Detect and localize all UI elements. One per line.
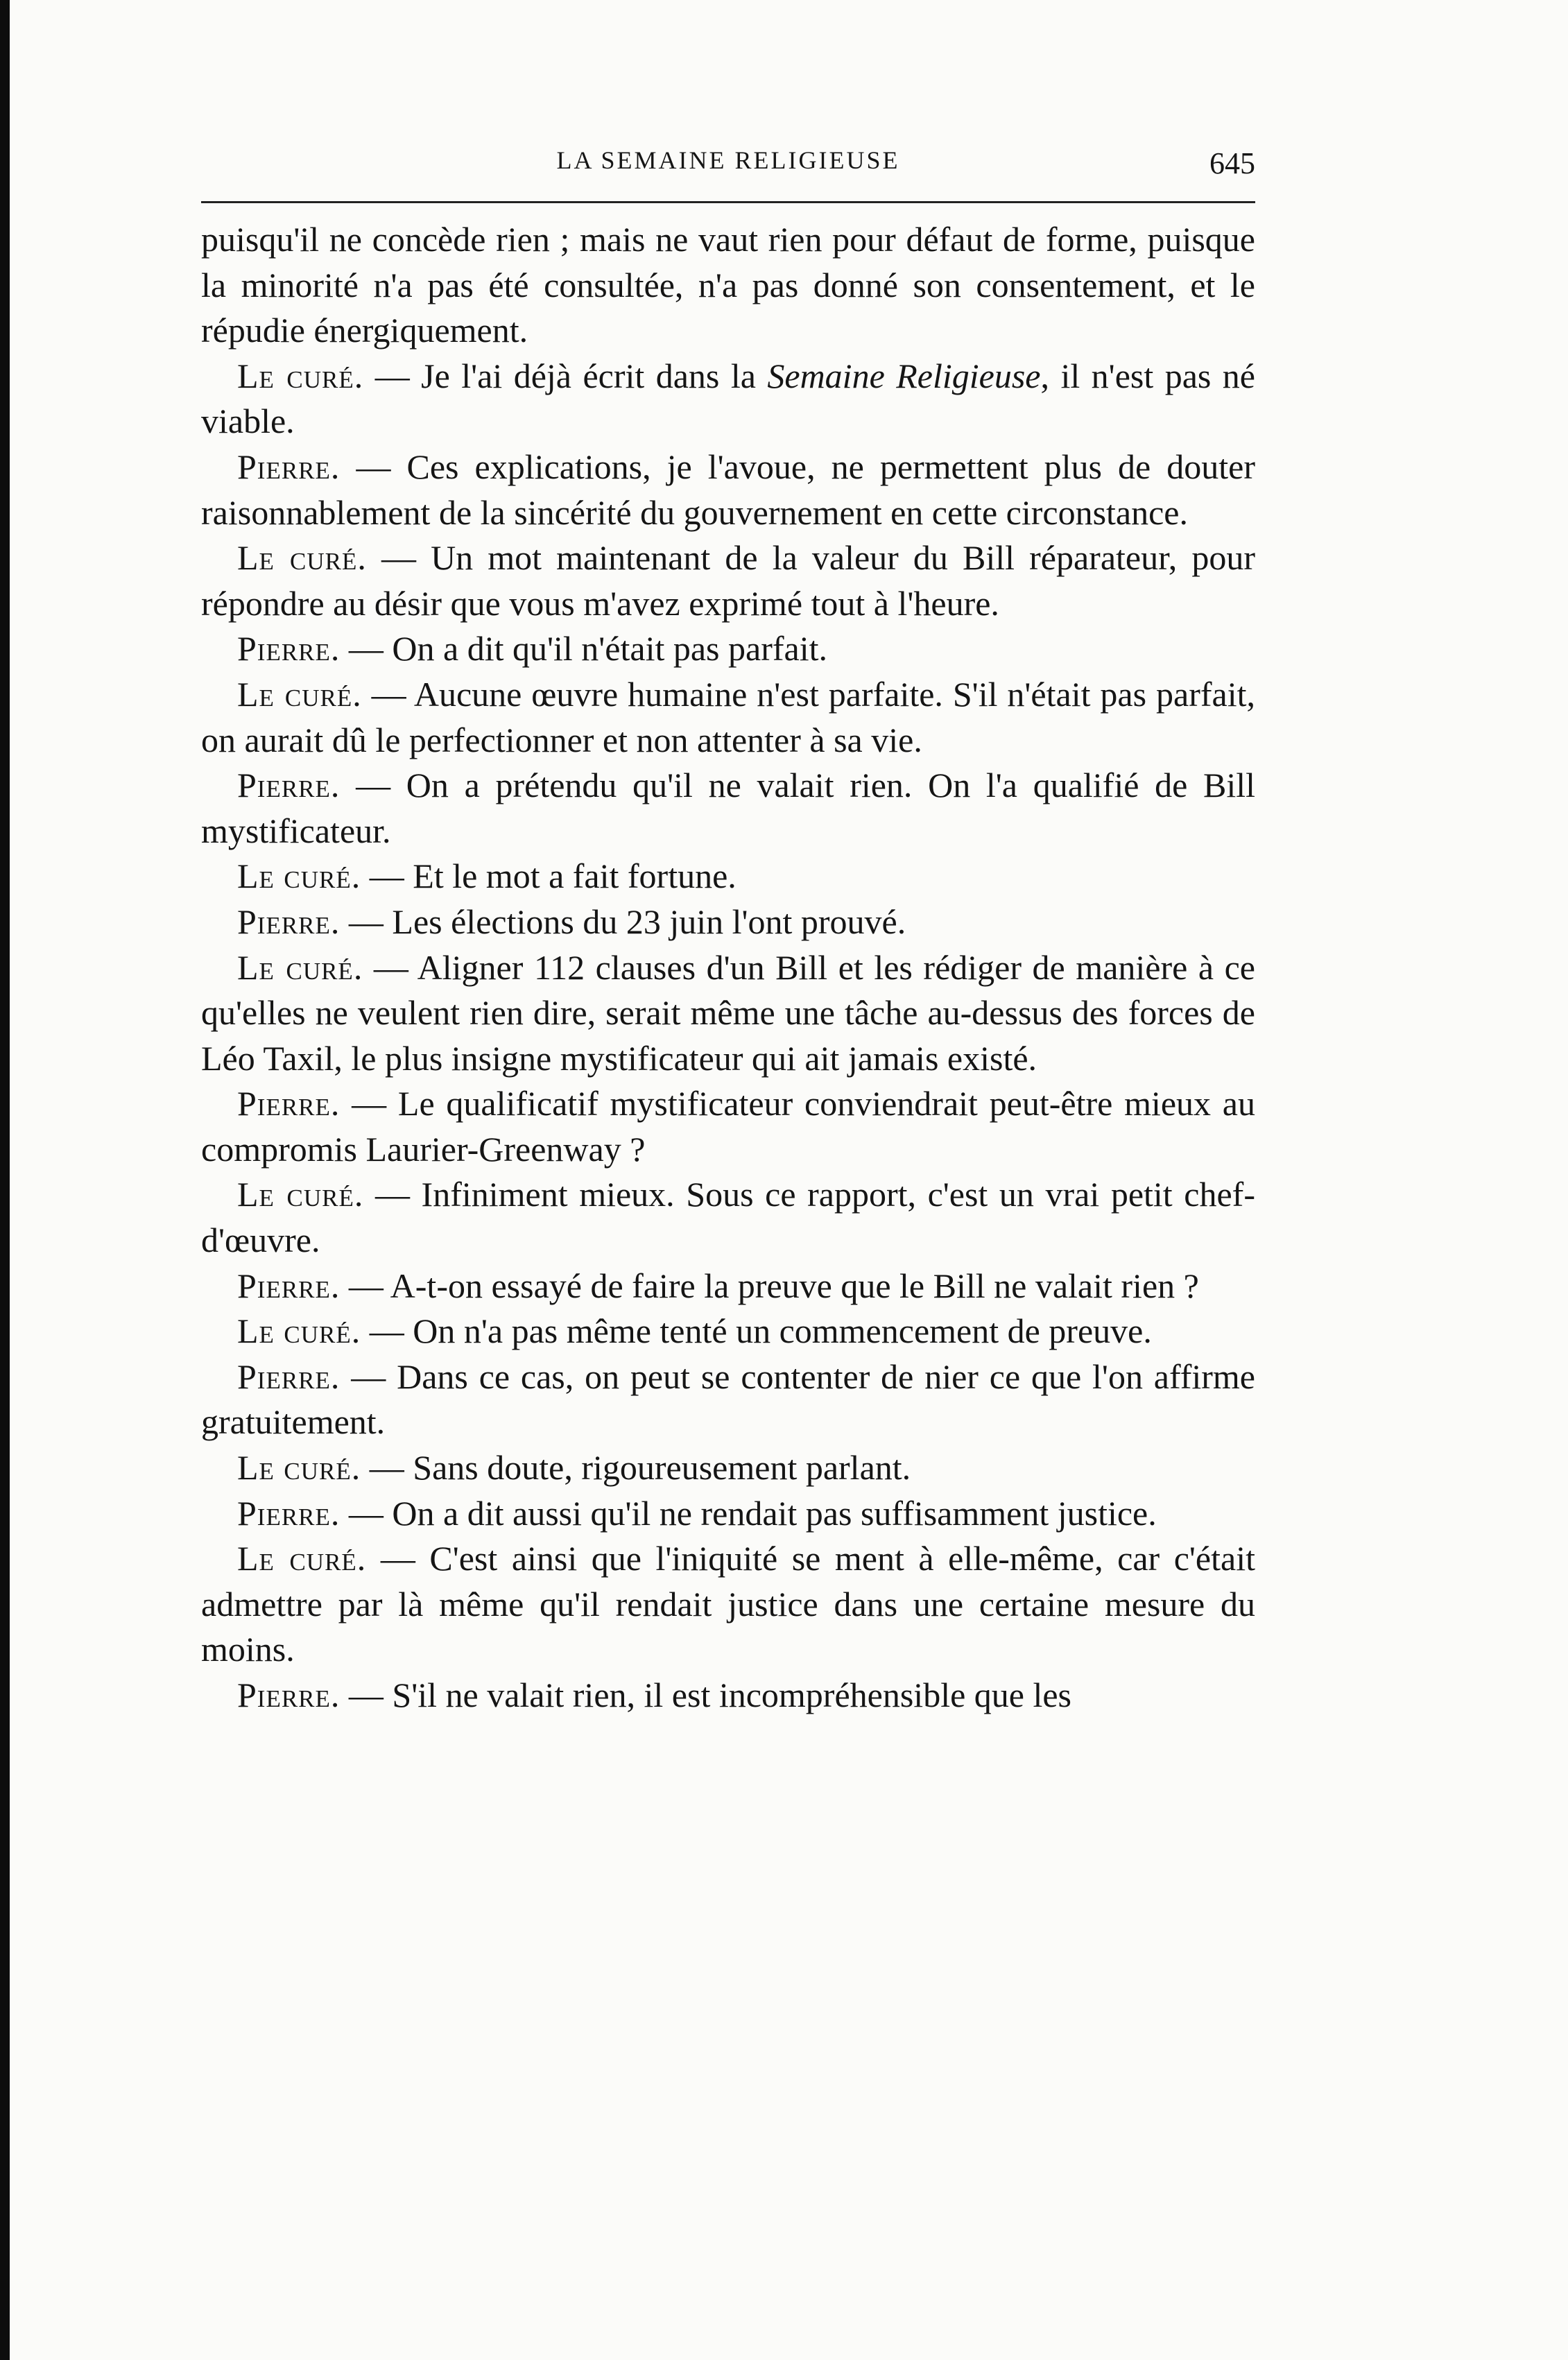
speaker-name: Le curé. [237,1448,361,1488]
paragraph-text: — Un mot maintenant de la valeur du Bill réparateur, pour répondre au désir que vous m'avez exprimé tout à l'heure. [201,538,1255,623]
paragraph-text: — Sans doute, rigoureusement parlant. [361,1448,911,1488]
paragraph-text: — Infiniment mieux. Sous ce rapport, c'est un vrai petit chef-d'œuvre. [201,1175,1255,1260]
italic-title: Semaine Religieuse [767,356,1041,395]
speaker-name: Le curé. [237,856,361,896]
paragraph-text: — Dans ce cas, on peut se contenter de nier ce que l'on affirme gratuitement. [201,1356,1255,1442]
header-rule [201,201,1255,203]
speaker-name: Pierre. [237,902,341,941]
speaker-name: Pierre. [237,1266,341,1305]
speaker-name: Le curé. [237,538,367,578]
speaker-name: Pierre. [237,1493,341,1533]
speaker-name: Pierre. [237,766,341,805]
dialogue-paragraph [201,854,1255,899]
dialogue-paragraph [201,1536,1255,1673]
paragraph-text: — Le qualificatif mystificateur conviendrait peut-être mieux au compromis Laurier-Greenway ? [201,1084,1255,1169]
running-head [201,146,1255,201]
paragraph-text: — Aucune œuvre humaine n'est parfaite. S'il n'était pas parfait, on aurait dû le perfectionner et non attenter à sa vie. [201,674,1255,759]
speaker-name: Pierre. [237,629,341,669]
speaker-name: Le curé. [237,947,363,987]
speaker-name: Pierre. [237,1676,341,1714]
speaker-name: Pierre. [237,1084,341,1123]
paragraph-text: — On a dit qu'il n'était pas parfait. [340,629,827,669]
dialogue-paragraph [201,354,1255,445]
dialogue-paragraph [201,626,1255,672]
dialogue-paragraph [201,1309,1255,1354]
dialogue-paragraph [201,1354,1255,1445]
dialogue-paragraph [201,217,1255,354]
paragraph-text: — Et le mot a fait fortune. [361,856,736,896]
speaker-name: Pierre. [237,1356,341,1396]
dialogue-paragraph [201,1445,1255,1491]
book-spine-edge [0,0,10,2360]
dialogue-paragraph [201,1673,1255,1719]
speaker-name: Le curé. [237,356,364,395]
dialogue-paragraph [201,535,1255,626]
dialogue-paragraph [201,1172,1255,1263]
paragraph-text: — Les élections du 23 juin l'ont prouvé. [340,902,906,941]
speaker-name: Pierre. [237,447,341,486]
paragraph-text: — Ces explications, je l'avoue, ne permettent plus de douter raisonnablement de la sincérité du gouvernement en cette circonstance. [201,447,1255,532]
body-text [201,217,1255,1719]
paragraph-text: — C'est ainsi que l'iniquité se ment à elle-même, car c'était admettre par là même qu'il rendait justice dans une certaine mesure du moins. [201,1539,1255,1669]
paragraph-text-continued: , il n'est pas né viable. [201,356,1255,441]
paragraph-text: — On n'a pas même tenté un commencement de preuve. [361,1311,1152,1351]
paragraph-text: — A-t-on essayé de faire la preuve que le Bill ne valait rien ? [340,1266,1199,1305]
paragraph-text: — On a dit aussi qu'il ne rendait pas suffisamment justice. [340,1493,1157,1533]
dialogue-paragraph [201,763,1255,854]
book-page [201,146,1255,1719]
dialogue-paragraph [201,1491,1255,1537]
paragraph-text: — Aligner 112 clauses d'un Bill et les rédiger de manière à ce qu'elles ne veulent rien dire, serait même une tâche au-dessus des forces de Léo Taxil, le plus insigne mystificateur qui ait jamais existé. [201,947,1255,1078]
paragraph-text: — Je l'ai déjà écrit dans la [363,356,768,395]
dialogue-paragraph [201,1264,1255,1309]
running-title: LA SEMAINE RELIGIEUSE [556,146,900,174]
paragraph-text: puisqu'il ne concède rien ; mais ne vaut rien pour défaut de forme, puisque la minorité n'a pas été consultée, n'a pas donné son consentement, et le répudie énergiquement. [201,220,1255,350]
dialogue-paragraph [201,1081,1255,1172]
dialogue-paragraph [201,445,1255,535]
speaker-name: Le curé. [237,674,362,714]
dialogue-paragraph [201,899,1255,945]
dialogue-paragraph [201,945,1255,1082]
paragraph-text: — S'il ne valait rien, il est incompréhensible que les [340,1676,1072,1714]
page-number: 645 [1209,146,1255,180]
paragraph-text: — On a prétendu qu'il ne valait rien. On l'a qualifié de Bill mystificateur. [201,766,1255,850]
speaker-name: Le curé. [237,1539,367,1578]
dialogue-paragraph [201,672,1255,763]
speaker-name: Le curé. [237,1175,364,1214]
speaker-name: Le curé. [237,1311,361,1351]
